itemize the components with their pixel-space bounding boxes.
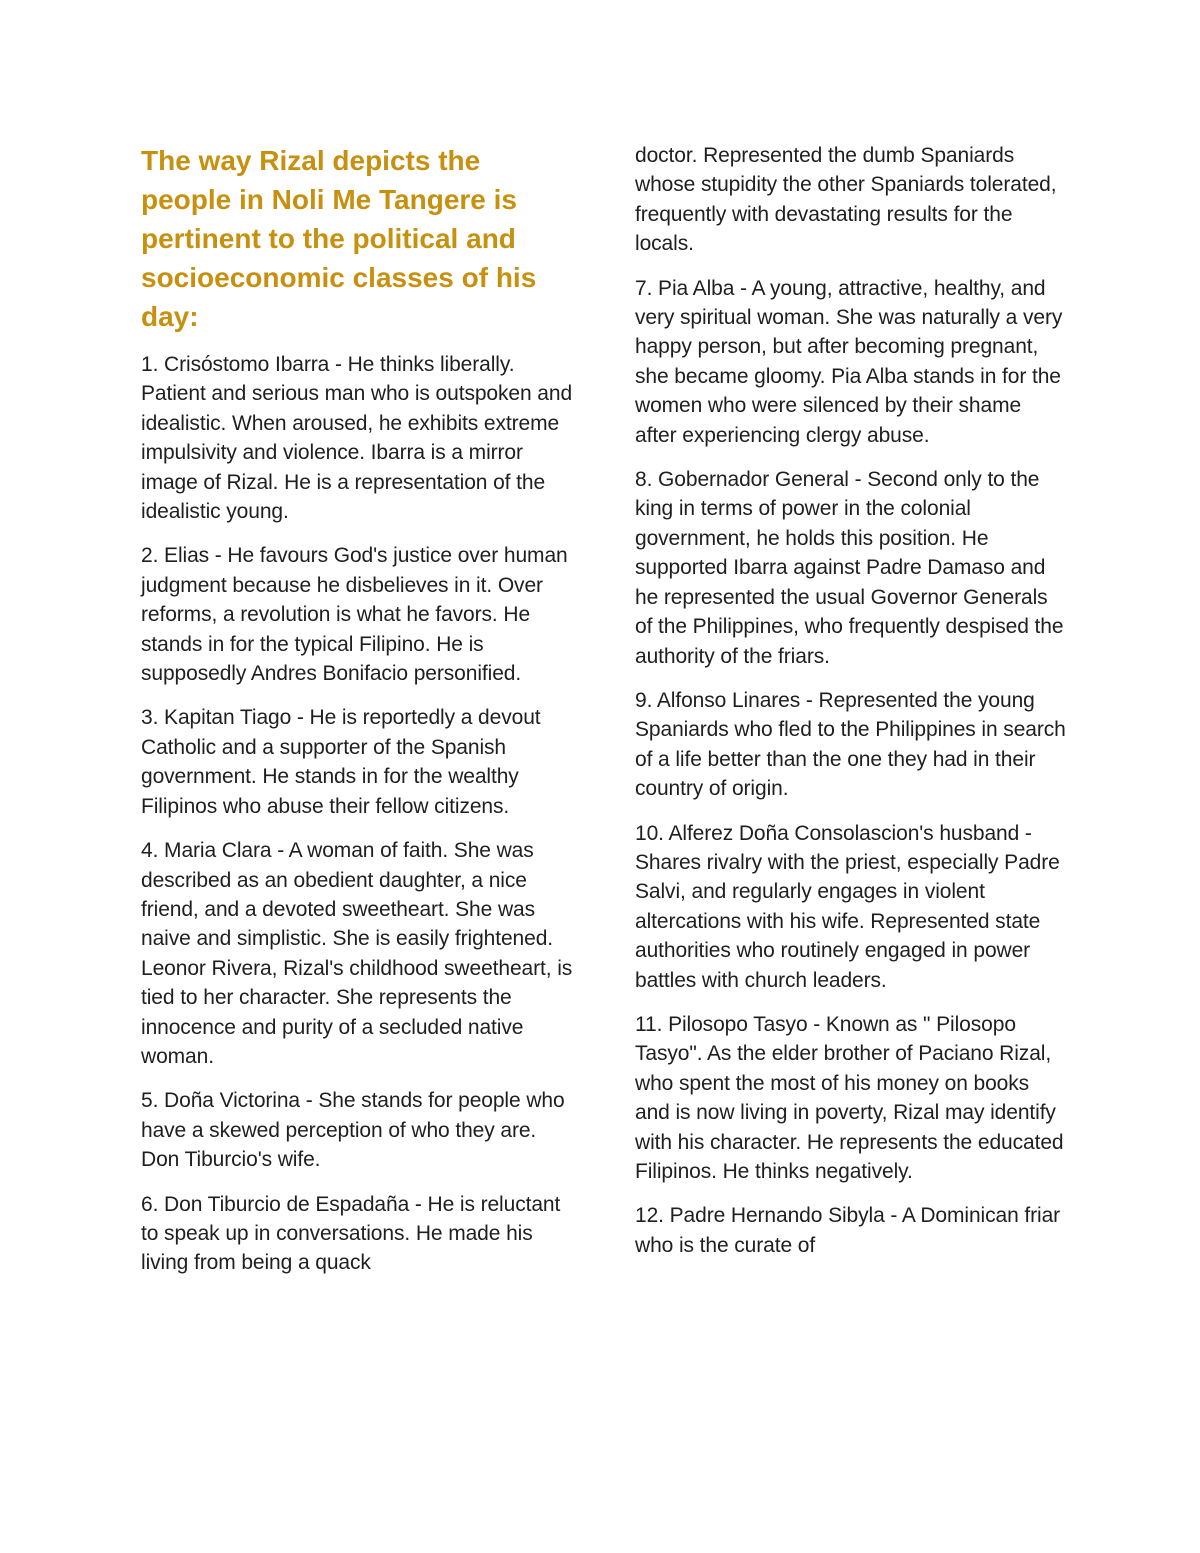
paragraph-ibarra: 1. Crisóstomo Ibarra - He thinks liberally. Patient and serious man who is outspoken and idealistic. When aroused, he exhibits extreme impulsivity and violence. Ibarra is a mirror image of Rizal. He is a representation of the idealistic young. <box>141 353 573 524</box>
paragraph-don-tiburcio-continued: doctor. Represented the dumb Spaniards whose stupidity the other Spaniards tolerated, frequently with devastating results for the locals. <box>635 144 1057 256</box>
paragraph-alferez: 10. Alferez Doña Consolascion's husband - Shares rivalry with the priest, especially Padre Salvi, and regularly engages in violent altercations with his wife. Represented state authorities who routinely engaged in power battles with church leaders. <box>635 821 1060 992</box>
paragraph-pilosopo-tasyo: 11. Pilosopo Tasyo - Known as " Pilosopo Tasyo". As the elder brother of Paciano Rizal, who spent the most of his money on books and is now living in poverty, Rizal may identify with his character. He represents the educated Filipinos. He thinks negatively. <box>635 1012 1064 1183</box>
paragraph-maria-clara: 4. Maria Clara - A woman of faith. She was described as an obedient daughter, a nice friend, and a devoted sweetheart. She was naive and simplistic. She is easily frightened. Leonor Rivera, Rizal's childhood sweetheart, is tied to her character. She represents the innocence and purity of a secluded native woman. <box>141 839 573 1068</box>
document-heading: The way Rizal depicts the people in Noli Me Tangere is pertinent to the political and socioeconomic classes of his day: <box>141 145 537 332</box>
paragraph-pia-alba: 7. Pia Alba - A young, attractive, healthy, and very spiritual woman. She was naturally a very happy person, but after becoming pregnant, she became gloomy. Pia Alba stands in for the women who were silenced by their shame after experiencing clergy abuse. <box>635 276 1063 447</box>
paragraph-alfonso-linares: 9. Alfonso Linares - Represented the young Spaniards who fled to the Philippines in search of a life better than the one they had in their country of origin. <box>635 688 1066 801</box>
paragraph-gobernador-general: 8. Gobernador General - Second only to the king in terms of power in the colonial government, he holds this position. He supported Ibarra against Padre Damaso and he represented the usual Governor Generals of the Philippines, who frequently despised the authority of the friars. <box>635 468 1064 668</box>
paragraph-elias: 2. Elias - He favours God's justice over human judgment because he disbelieves in it. Over reforms, a revolution is what he favors. He stands in for the typical Filipino. He is supposedly Andres Bonifacio personified. <box>141 544 568 686</box>
paragraph-padre-sibyla: 12. Padre Hernando Sibyla - A Dominican friar who is the curate of <box>635 1204 1061 1257</box>
left-column <box>141 0 573 1293</box>
paragraph-kapitan-tiago: 3. Kapitan Tiago - He is reportedly a devout Catholic and a supporter of the Spanish government. He stands in for the wealthy Filipinos who abuse their fellow citizens. <box>141 706 541 818</box>
paragraph-dona-victorina: 5. Doña Victorina - She stands for people who have a skewed perception of who they are. Don Tiburcio's wife. <box>141 1089 565 1172</box>
right-column <box>635 0 1067 1275</box>
paragraph-don-tiburcio: 6. Don Tiburcio de Espadaña - He is reluctant to speak up in conversations. He made his living from being a quack <box>141 1192 561 1275</box>
